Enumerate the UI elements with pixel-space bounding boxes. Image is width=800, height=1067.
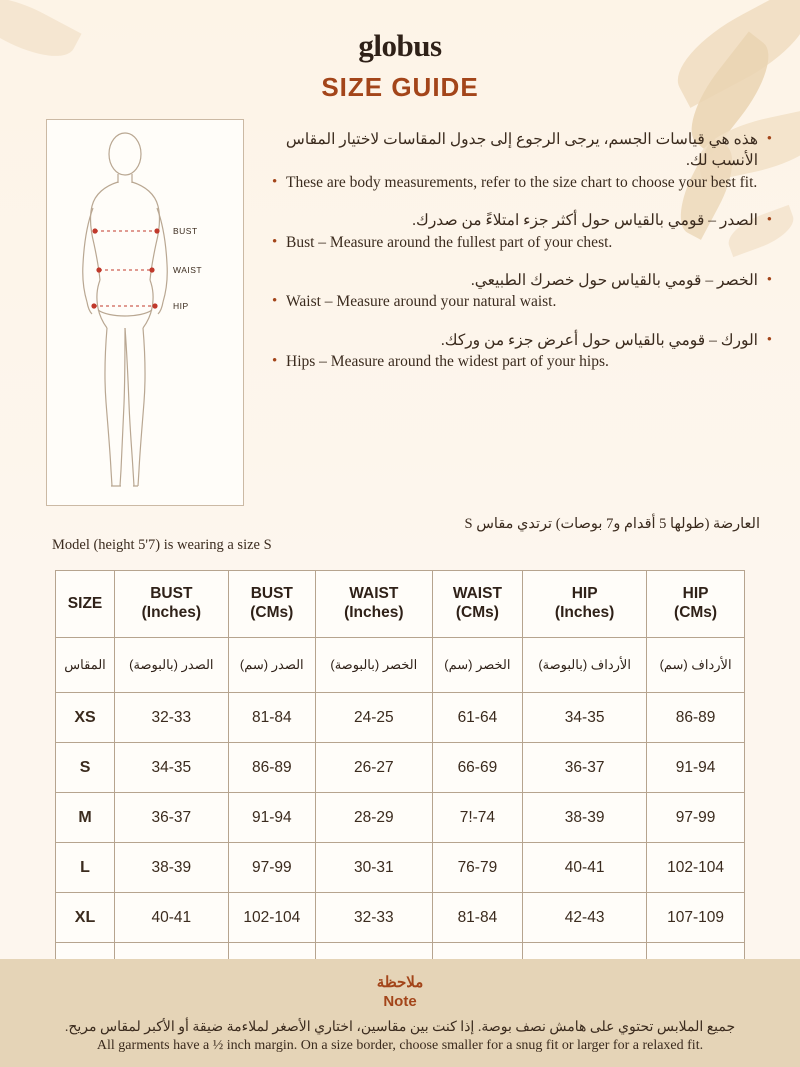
column-header-hip-inches: HIP (Inches) <box>523 571 647 638</box>
table-row <box>56 743 745 793</box>
model-note-arabic: العارضة (طولها 5 أقدام و7 بوصات) ترتدي مقاس S <box>464 516 760 532</box>
cell-bust-cms: 102-104 <box>228 893 315 943</box>
cell-size: M <box>56 793 115 843</box>
cell-hip-cms: 102-104 <box>647 843 745 893</box>
footer-title-english: Note <box>383 993 417 1010</box>
cell-waist-cms: 61-64 <box>432 693 522 743</box>
page-title: SIZE GUIDE <box>321 72 479 102</box>
figure-label-hip: HIP <box>173 301 189 311</box>
main-content <box>0 103 800 506</box>
column-header-waist-inches: WAIST (Inches) <box>315 571 432 638</box>
cell-size: L <box>56 843 115 893</box>
cell-bust-cms: 81-84 <box>228 693 315 743</box>
cell-waist-inches: 24-25 <box>315 693 432 743</box>
instruction-group <box>272 129 772 193</box>
cell-bust-inches: 40-41 <box>115 893 229 943</box>
table-header-row <box>56 571 745 638</box>
instruction-group <box>272 330 772 373</box>
cell-hip-inches: 34-35 <box>523 693 647 743</box>
cell-waist-cms: 66-69 <box>432 743 522 793</box>
column-header-size: SIZE <box>56 571 115 638</box>
instruction-english: • Hips – Measure around the widest part of your hips. <box>272 353 609 370</box>
cell-waist-cms: 76-79 <box>432 843 522 893</box>
footer-body-english: All garments have a ½ inch margin. On a size border, choose smaller for a snug fit or larger for a relaxed fit. <box>96 1038 704 1053</box>
cell-size: XS <box>56 693 115 743</box>
footer-title-arabic: ملاحظة <box>376 974 424 991</box>
bullet-dot-icon: • <box>766 212 772 229</box>
column-header-size-ar: المقاس <box>56 638 115 693</box>
brand-logo: globus <box>358 28 442 63</box>
cell-bust-inches: 34-35 <box>115 743 229 793</box>
table-header-row-arabic <box>56 638 745 693</box>
bullet-dot-icon: • <box>272 293 278 310</box>
bullet-dot-icon: • <box>766 271 772 288</box>
table-row <box>56 693 745 743</box>
cell-hip-inches: 38-39 <box>523 793 647 843</box>
instructions-list <box>272 119 772 506</box>
instruction-arabic: • الصدر – قومي بالقياس حول أكثر جزء امتلاءً من صدرك. <box>412 212 772 230</box>
figure-label-waist: WAIST <box>173 265 203 275</box>
model-figure <box>46 119 244 506</box>
column-header-hip-inches-ar: الأرداف (بالبوصة) <box>523 638 647 693</box>
size-chart-table <box>55 570 745 993</box>
cell-size: XL <box>56 893 115 943</box>
column-header-hip-cms-ar: الأرداف (سم) <box>647 638 745 693</box>
column-header-bust-inches-ar: الصدر (بالبوصة) <box>115 638 229 693</box>
cell-hip-inches: 42-43 <box>523 893 647 943</box>
footer-body-arabic: جميع الملابس تحتوي على هامش نصف بوصة. إذا كنت بين مقاسين، اختاري الأصغر لملاءمة ضيقة أو الأكبر لمقاس مريح. <box>64 1020 736 1035</box>
cell-hip-inches: 36-37 <box>523 743 647 793</box>
cell-hip-inches: 40-41 <box>523 843 647 893</box>
page-header <box>0 0 800 103</box>
table-row <box>56 843 745 893</box>
cell-bust-inches: 32-33 <box>115 693 229 743</box>
column-header-waist-cms-ar: الخصر (سم) <box>432 638 522 693</box>
column-header-bust-cms: BUST (CMs) <box>228 571 315 638</box>
cell-bust-cms: 97-99 <box>228 843 315 893</box>
bullet-dot-icon: • <box>272 233 278 250</box>
cell-bust-inches: 36-37 <box>115 793 229 843</box>
instruction-group <box>272 210 772 253</box>
cell-waist-cms: 7!-74 <box>432 793 522 843</box>
cell-hip-cms: 107-109 <box>647 893 745 943</box>
instruction-english: • Waist – Measure around your natural waist. <box>272 293 557 311</box>
bullet-dot-icon: • <box>766 331 772 348</box>
cell-bust-inches: 38-39 <box>115 843 229 893</box>
cell-waist-inches: 30-31 <box>315 843 432 893</box>
column-header-waist-cms: WAIST (CMs) <box>432 571 522 638</box>
cell-waist-inches: 26-27 <box>315 743 432 793</box>
column-header-hip-cms: HIP (CMs) <box>647 571 745 638</box>
column-header-bust-cms-ar: الصدر (سم) <box>228 638 315 693</box>
bullet-dot-icon: • <box>272 173 278 190</box>
instruction-english: • These are body measurements, refer to the size chart to choose your best fit. <box>272 173 758 191</box>
cell-waist-inches: 28-29 <box>315 793 432 843</box>
instruction-arabic: • هذه هي قياسات الجسم، يرجى الرجوع إلى جدول المقاسات لاختيار المقاس الأنسب لك. <box>285 131 772 170</box>
footer-note <box>0 959 800 1067</box>
column-header-bust-inches: BUST (Inches) <box>115 571 229 638</box>
table-row <box>56 793 745 843</box>
cell-hip-cms: 91-94 <box>647 743 745 793</box>
cell-bust-cms: 86-89 <box>228 743 315 793</box>
instruction-english: • Bust – Measure around the fullest part of your chest. <box>272 233 613 251</box>
cell-hip-cms: 97-99 <box>647 793 745 843</box>
cell-size: S <box>56 743 115 793</box>
table-row <box>56 893 745 943</box>
model-note-english: Model (height 5'7) is wearing a size S <box>52 537 272 554</box>
bullet-dot-icon: • <box>272 353 278 369</box>
instruction-arabic: • الورك – قومي بالقياس حول أعرض جزء من وركك. <box>440 331 772 349</box>
body-diagram-icon <box>47 120 241 503</box>
cell-waist-inches: 32-33 <box>315 893 432 943</box>
cell-bust-cms: 91-94 <box>228 793 315 843</box>
instruction-group <box>272 270 772 313</box>
bullet-dot-icon: • <box>766 131 772 147</box>
model-note <box>0 506 800 556</box>
instruction-arabic: • الخصر – قومي بالقياس حول خصرك الطبيعي. <box>470 271 772 289</box>
column-header-waist-inches-ar: الخصر (بالبوصة) <box>315 638 432 693</box>
cell-hip-cms: 86-89 <box>647 693 745 743</box>
figure-label-bust: BUST <box>173 226 198 236</box>
cell-waist-cms: 81-84 <box>432 893 522 943</box>
